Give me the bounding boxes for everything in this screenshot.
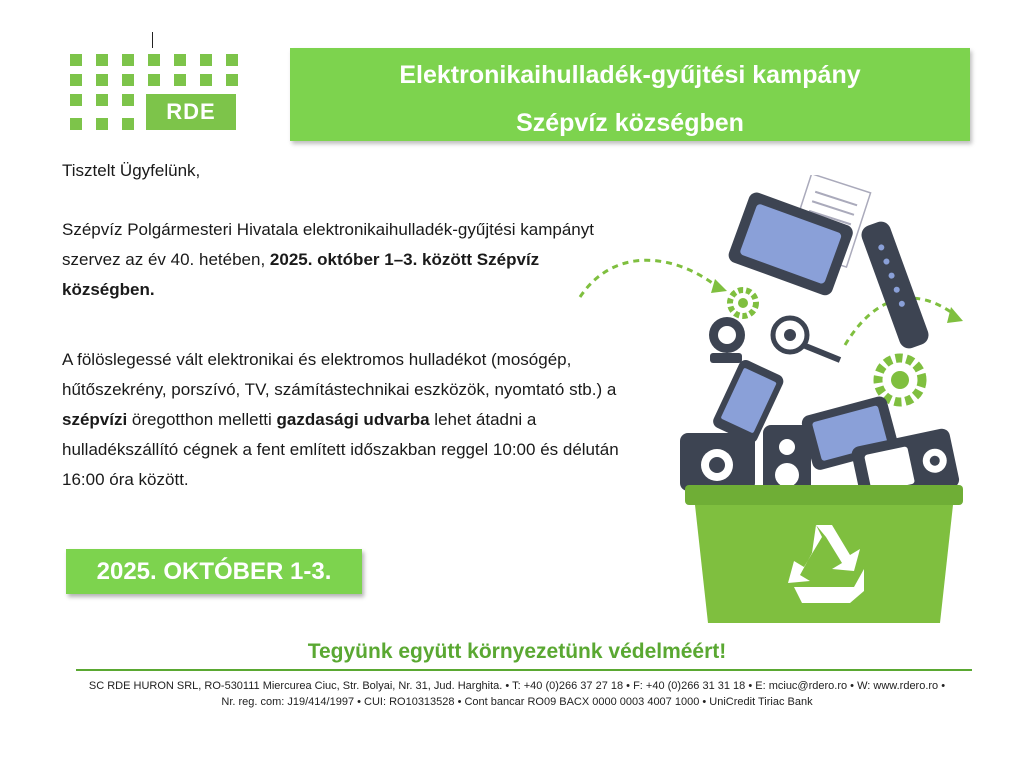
logo-square (96, 94, 108, 106)
paragraph-text: öregotthon melletti (127, 410, 277, 429)
footer-divider (76, 669, 972, 671)
paragraph-bold-szepvizi: szépvízi (62, 410, 128, 429)
logo-square (226, 74, 238, 86)
logo-square (122, 118, 134, 130)
paragraph-bold-location: gazdasági udvarba (276, 410, 430, 429)
logo-square (200, 74, 212, 86)
recycling-bin-electronics-icon (575, 175, 970, 630)
logo-text: RDE (146, 94, 236, 130)
logo-square (226, 54, 238, 66)
logo-square (70, 118, 82, 130)
paragraph-announcement (62, 215, 622, 305)
paragraph-text: lehet átadni a hulladékszállító cégnek a fent említett időszakban reggel 10:00 és délután 16:00 óra között. (62, 410, 619, 489)
banner-title: Elektronikaihulladék-gyűjtési kampány (399, 61, 861, 89)
logo-square (70, 74, 82, 86)
date-badge: 2025. OKTÓBER 1-3. (66, 549, 362, 594)
greeting: Tisztelt Ügyfelünk, (62, 161, 201, 180)
logo-square (70, 54, 82, 66)
logo-tick (152, 32, 153, 48)
logo-square (148, 74, 160, 86)
paragraph-text: Szépvíz Polgármesteri Hivatala elektronikaihulladék-gyűjtési kampányt szervez az év 40. hetében, (62, 220, 594, 269)
paragraph-text: A fölöslegessé vált elektronikai és elektromos hulladékot (mosógép, hűtőszekrény, porszívó, TV, számítástechnikai eszközök, nyomtató stb.) a (62, 350, 617, 399)
logo-square (122, 94, 134, 106)
paragraph-instructions (62, 345, 642, 495)
logo-square (122, 74, 134, 86)
footer-contact: SC RDE HURON SRL, RO-530111 Miercurea Ciuc, Str. Bolyai, Nr. 31, Jud. Harghita. • T: +40 (0)266 37 27 18 • F: +40 (0)266 31 31 18 • E: mciuc@rdero.ro • W: www.rdero.ro • (88, 680, 946, 692)
logo-square (174, 54, 186, 66)
logo-square (96, 54, 108, 66)
logo-square (200, 54, 212, 66)
title-banner (290, 48, 970, 141)
logo-square (96, 118, 108, 130)
footer-registration: Nr. reg. com: J19/414/1997 • CUI: RO10313528 • Cont bancar RO09 BACX 0000 0003 4007 1000 • UniCredit Tiriac Bank (221, 696, 813, 708)
logo-square (148, 54, 160, 66)
logo-square (96, 74, 108, 86)
logo-square (70, 94, 82, 106)
logo-square (122, 54, 134, 66)
rde-logo (66, 30, 242, 134)
paragraph-date-bold: 2025. október 1–3. között Szépvíz községben. (62, 250, 540, 299)
logo-square (174, 74, 186, 86)
slogan: Tegyünk együtt környezetünk védelméért! (307, 640, 727, 663)
banner-subtitle: Szépvíz községben (516, 109, 744, 137)
